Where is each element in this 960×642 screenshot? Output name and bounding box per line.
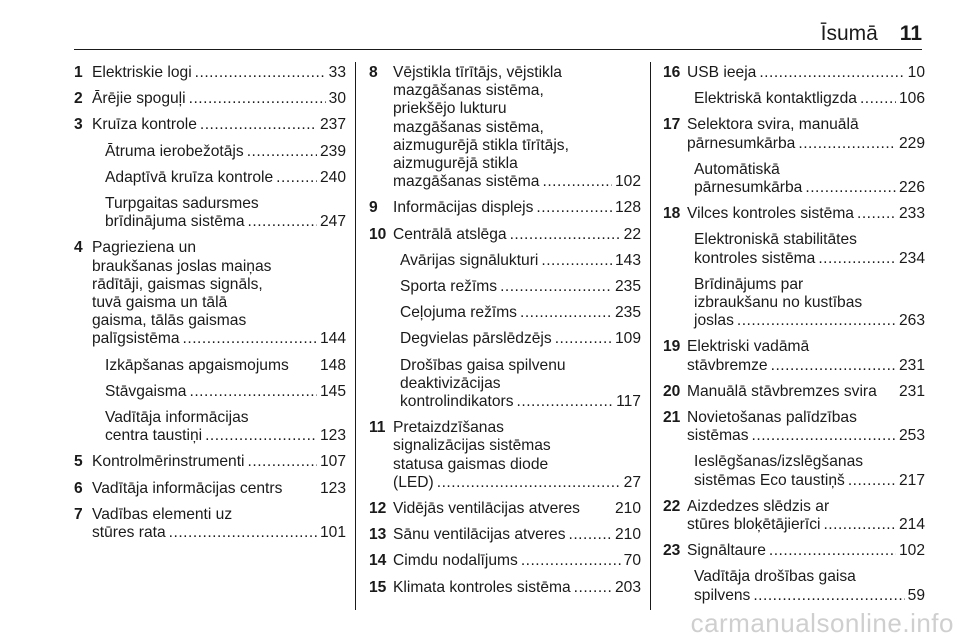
- index-subentry: Ieslēgšanas/izslēgšanas sistēmas Eco taustiņš ..... 217: [663, 453, 925, 489]
- page-header: [821, 22, 922, 62]
- entry-number: 2: [74, 90, 83, 108]
- index-entry: 17 Selektora svira, manuālā pārnesumkārba ..... 229: [663, 116, 925, 152]
- entry-page: 210: [614, 500, 641, 518]
- index-entry: 4 Pagrieziena un braukšanas joslas maiņas rādītāji, gaismas signāls, tuvā gaisma un tālā gaisma, tālās gaismas palīgsistēma ..... 144: [74, 239, 346, 348]
- entry-text: Vadītāja informācijas centrs: [92, 479, 283, 497]
- index-entry: [74, 116, 346, 134]
- entry-page: 253: [898, 427, 925, 445]
- index-subentry: Automātiskā pārnesumkārba ..... 226: [663, 161, 925, 197]
- index-entry: [74, 480, 346, 498]
- entry-text: sistēmas Eco taustiņš: [694, 471, 845, 489]
- watermark: carmanualsonline.info: [690, 608, 954, 638]
- entry-text: stūres rata: [92, 524, 166, 542]
- entry-page: 235: [614, 304, 641, 322]
- entry-page: 143: [614, 251, 641, 269]
- entry-number: 1: [74, 64, 83, 81]
- entry-page: 148: [319, 356, 346, 374]
- entry-number: 5: [74, 453, 83, 471]
- entry-page: 239: [319, 142, 346, 160]
- entry-number: 13: [369, 526, 387, 544]
- index-entry: [369, 199, 641, 217]
- column-divider: [650, 62, 651, 610]
- index-entry: 7 Vadības elementi uz stūres rata ..... 101: [74, 506, 346, 542]
- entry-text: Manuālā stāvbremzes svira: [687, 382, 877, 400]
- entry-page: 30: [328, 90, 346, 108]
- entry-page: 107: [319, 453, 346, 471]
- entry-number: 17: [663, 116, 681, 134]
- index-subentry: [663, 90, 925, 108]
- entry-text: Avārijas signālukturi: [400, 251, 539, 269]
- entry-text: Kontrolmērinstrumenti: [92, 453, 245, 471]
- entry-text: Klimata kontroles sistēma: [393, 578, 571, 596]
- entry-page: 144: [319, 330, 346, 348]
- index-subentry: [74, 143, 346, 161]
- entry-text: Centrālā atslēga: [393, 225, 507, 243]
- header-rule: [74, 49, 922, 50]
- entry-page: 203: [614, 578, 641, 596]
- entry-number: 19: [663, 338, 681, 356]
- entry-number: 10: [369, 225, 387, 243]
- entry-page: 237: [319, 116, 346, 134]
- index-entry: 11 Pretaizdzīšanas signalizācijas sistēmas statusa gaismas diode (LED) ..... 27: [369, 419, 641, 492]
- index-entry: [369, 579, 641, 597]
- entry-page: 101: [319, 524, 346, 542]
- entry-text: Izkāpšanas apgaismojums: [105, 356, 289, 374]
- entry-text: Cimdu nodalījums: [393, 552, 518, 570]
- entry-number: 4: [74, 239, 83, 257]
- entry-number: 20: [663, 382, 681, 400]
- entry-page: 247: [319, 213, 346, 231]
- entry-page: 10: [907, 64, 925, 81]
- index-entry: [663, 542, 925, 560]
- entry-number: 16: [663, 64, 681, 81]
- entry-text: stūres bloķētājierīci: [687, 516, 821, 534]
- entry-page: 128: [614, 199, 641, 217]
- index-column-3: [663, 64, 925, 613]
- entry-text: Elektriskie logi: [92, 64, 192, 81]
- entry-page: 231: [898, 356, 925, 374]
- index-subentry: [369, 278, 641, 296]
- page-number: 11: [899, 22, 922, 45]
- index-column-1: [74, 64, 346, 550]
- index-entry: [74, 64, 346, 82]
- entry-page: 226: [898, 179, 925, 197]
- entry-page: 235: [614, 278, 641, 296]
- index-entry: [369, 526, 641, 544]
- entry-number: 11: [369, 419, 386, 437]
- entry-text: (LED): [393, 473, 434, 491]
- entry-page: 263: [898, 312, 925, 330]
- index-entry: [663, 205, 925, 223]
- entry-number: 21: [663, 409, 681, 427]
- column-divider: [355, 62, 356, 610]
- entry-number: 7: [74, 505, 83, 523]
- index-subentry: Turpgaitas sadursmes brīdinājuma sistēma ..... 247: [74, 195, 346, 231]
- entry-page: 123: [319, 479, 346, 497]
- entry-page: 59: [907, 586, 925, 604]
- entry-page: 214: [898, 516, 925, 534]
- entry-page: 234: [898, 249, 925, 267]
- entry-text: Signāltaure: [687, 542, 766, 560]
- entry-page: 145: [319, 382, 346, 400]
- entry-text: USB ieeja: [687, 64, 757, 81]
- entry-page: 233: [898, 205, 925, 223]
- entry-text: Ceļojuma režīms: [400, 304, 517, 322]
- entry-text: kontroles sistēma: [694, 249, 816, 267]
- page-title: Īsumā: [820, 22, 878, 45]
- index-subentry: Vadītāja informācijas centra taustiņi ..... 123: [74, 409, 346, 445]
- entry-number: 22: [663, 497, 681, 515]
- index-subentry: [74, 383, 346, 401]
- entry-page: 231: [898, 382, 925, 400]
- entry-text: joslas: [694, 312, 734, 330]
- entry-page: 240: [319, 168, 346, 186]
- index-subentry: Drošības gaisa spilvenu deaktivizācijas kontrolindikators ..... 117: [369, 357, 641, 412]
- index-subentry: [369, 252, 641, 270]
- entry-text: brīdinājuma sistēma: [105, 213, 245, 231]
- index-entry: [369, 226, 641, 244]
- index-entry: [663, 64, 925, 82]
- index-entry: 8 Vējstikla tīrītājs, vējstikla mazgāšanas sistēma, priekšējo lukturu mazgāšanas sistēma, aizmugurējā stikla tīrītājs, aizmugurējā stikla mazgāšanas sistēma ..... 102: [369, 64, 641, 191]
- index-subentry: [74, 169, 346, 187]
- index-subentry: Vadītāja drošības gaisa spilvens ..... 59: [663, 568, 925, 604]
- entry-text: spilvens: [694, 586, 751, 604]
- entry-text: pārnesumkārba: [694, 179, 803, 197]
- entry-page: 106: [898, 90, 925, 108]
- index-subentry: Elektroniskā stabilitātes kontroles sistēma ..... 234: [663, 231, 925, 267]
- index-entry: [369, 500, 641, 518]
- entry-text: Vilces kontroles sistēma: [687, 205, 854, 223]
- entry-page: 33: [328, 64, 346, 81]
- entry-text: Ārējie spoguļi: [92, 90, 186, 108]
- entry-text: palīgsistēma: [92, 330, 180, 348]
- entry-number: 18: [663, 205, 681, 223]
- entry-text: Kruīza kontrole: [92, 116, 197, 134]
- entry-text: stāvbremze: [687, 356, 768, 374]
- entry-number: 6: [74, 479, 83, 497]
- entry-text: kontrolindikators: [400, 393, 514, 411]
- entry-text: Ātruma ierobežotājs: [105, 142, 244, 160]
- entry-page: 102: [614, 173, 641, 191]
- index-entry: [74, 90, 346, 108]
- entry-number: 8: [369, 64, 378, 81]
- entry-page: 123: [319, 427, 346, 445]
- index-entry: [74, 453, 346, 471]
- entry-text: mazgāšanas sistēma: [393, 173, 540, 191]
- entry-page: 217: [898, 471, 925, 489]
- entry-page: 210: [614, 526, 641, 544]
- entry-number: 12: [369, 500, 387, 518]
- entry-page: 229: [898, 134, 925, 152]
- entry-text: Vidējās ventilācijas atveres: [393, 500, 580, 518]
- index-subentry: Brīdinājums par izbraukšanu no kustības joslas ..... 263: [663, 276, 925, 331]
- entry-text: Stāvgaisma: [105, 382, 187, 400]
- entry-number: 9: [369, 199, 378, 217]
- entry-number: 23: [663, 542, 681, 560]
- entry-page: 117: [616, 393, 641, 411]
- entry-number: 3: [74, 116, 83, 134]
- index-column-2: [369, 64, 641, 605]
- entry-text: Degvielas pārslēdzējs: [400, 330, 552, 348]
- entry-text: Sānu ventilācijas atveres: [393, 526, 566, 544]
- entry-page: 109: [614, 330, 641, 348]
- entry-number: 14: [369, 552, 387, 570]
- entry-text: Elektriskā kontaktligzda: [694, 90, 857, 108]
- entry-text: centra taustiņi: [105, 427, 203, 445]
- entry-page: 102: [898, 542, 925, 560]
- entry-number: 15: [369, 578, 387, 596]
- index-entry: [369, 552, 641, 570]
- entry-page: 70: [623, 552, 641, 570]
- index-entry: 19 Elektriski vadāmā stāvbremze ..... 231: [663, 338, 925, 374]
- index-subentry: [369, 304, 641, 322]
- entry-text: Informācijas displejs: [393, 199, 534, 217]
- entry-page: 22: [623, 225, 641, 243]
- index-entry: 22 Aizdedzes slēdzis ar stūres bloķētājierīci ..... 214: [663, 498, 925, 534]
- index-subentry: [369, 330, 641, 348]
- entry-text: Sporta režīms: [400, 278, 498, 296]
- index-entry: [663, 383, 925, 401]
- index-entry: 21 Novietošanas palīdzības sistēmas ..... 253: [663, 409, 925, 445]
- entry-text: Adaptīvā kruīza kontrole: [105, 168, 274, 186]
- entry-page: 27: [623, 473, 641, 491]
- index-subentry: [74, 357, 346, 375]
- entry-text: pārnesumkārba: [687, 134, 796, 152]
- entry-text: sistēmas: [687, 427, 749, 445]
